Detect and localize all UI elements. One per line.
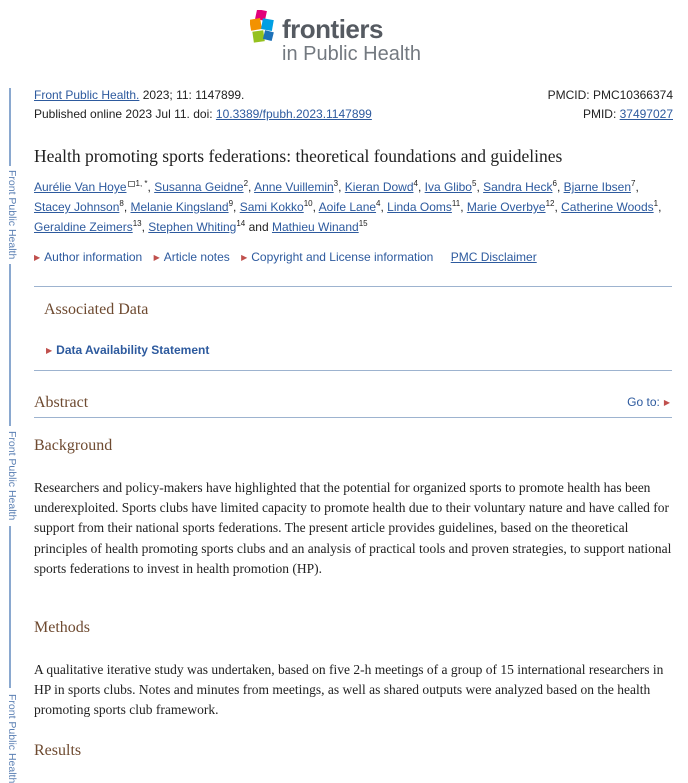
affiliation-number: 11 bbox=[451, 199, 461, 208]
author bbox=[148, 220, 245, 234]
affiliation-number: 8 bbox=[119, 199, 124, 208]
article-notes-label: Article notes bbox=[163, 250, 230, 264]
author bbox=[387, 200, 460, 214]
author bbox=[254, 180, 338, 194]
affiliation-number: 3 bbox=[333, 179, 339, 188]
author-name-link[interactable]: Aurélie Van Hoye bbox=[34, 180, 127, 194]
affiliation-number: 1 bbox=[653, 199, 659, 208]
affiliation-number: 7 bbox=[631, 179, 636, 188]
author bbox=[564, 180, 636, 194]
author-name-link[interactable]: Bjarne Ibsen bbox=[563, 180, 631, 194]
citation-line bbox=[34, 87, 673, 103]
rail-label: Front Public Health bbox=[6, 694, 18, 783]
author-name-link[interactable]: Mathieu Winand bbox=[271, 220, 359, 234]
affiliation-number: 13 bbox=[132, 219, 142, 228]
author-name-link[interactable]: Marie Overbye bbox=[466, 200, 546, 214]
abstract-heading: Abstract bbox=[34, 394, 89, 411]
author-name-link[interactable]: Sami Kokko bbox=[239, 200, 304, 214]
rail-label: Front Public Health bbox=[6, 431, 18, 521]
background-paragraph: Researchers and policy-makers have highlighted that the potential for organized sports to promote health has been underexploited. Sports clubs have limited capacity to promote health due to their voluntary nature and have called for support from their national sports federations. The present article provides guidelines, based on the theoretical principles of health promoting sports clubs and an analysis of practical tools and proven strategies, to support national sports federations to invest in health promotion (HP). bbox=[34, 480, 672, 576]
pmid bbox=[583, 106, 673, 122]
copyright-toggle[interactable] bbox=[241, 250, 433, 264]
author bbox=[240, 200, 313, 214]
rail-line bbox=[9, 264, 11, 426]
author bbox=[467, 200, 555, 214]
pmc-disclaimer-link[interactable]: PMC Disclaimer bbox=[450, 250, 537, 264]
doi-link[interactable]: 10.3389/fpubh.2023.1147899 bbox=[215, 107, 372, 121]
triangle-right-icon: ▶ bbox=[34, 253, 41, 262]
author bbox=[131, 200, 234, 214]
background-heading: Background bbox=[34, 437, 113, 454]
triangle-right-icon: ▶ bbox=[153, 253, 160, 262]
author bbox=[34, 200, 124, 214]
affiliation-number: 14 bbox=[236, 219, 246, 228]
author-information-label: Author information bbox=[44, 250, 143, 264]
rail-line bbox=[9, 88, 11, 166]
author bbox=[425, 180, 477, 194]
data-availability-toggle[interactable] bbox=[46, 343, 209, 357]
author bbox=[319, 200, 381, 214]
author bbox=[272, 220, 368, 234]
rail-line bbox=[9, 526, 11, 688]
author bbox=[561, 200, 658, 214]
divider bbox=[34, 417, 672, 418]
author-name-link[interactable]: Kieran Dowd bbox=[344, 180, 414, 194]
affiliation-number: 2 bbox=[243, 179, 249, 188]
author-name-link[interactable]: Stephen Whiting bbox=[148, 220, 237, 234]
author-name-link[interactable]: Catherine Woods bbox=[561, 200, 654, 214]
author-name-link[interactable]: Susanna Geidne bbox=[154, 180, 244, 194]
article-title: Health promoting sports federations: theoretical foundations and guidelines bbox=[34, 146, 563, 166]
author bbox=[34, 220, 142, 234]
article-info-links bbox=[34, 250, 545, 265]
author bbox=[483, 180, 557, 194]
affiliation-number: 12 bbox=[545, 199, 555, 208]
author-and-word: and bbox=[248, 220, 269, 234]
affiliation-number: 6 bbox=[552, 179, 557, 188]
author-name-link[interactable]: Sandra Heck bbox=[483, 180, 553, 194]
author bbox=[34, 180, 148, 194]
author-list: Aurélie Van Hoye $^{1, *}$, Susanna Geidne$^2$, Anne Vuillemin$^3$, Kieran Dowd$^4$, Iva Glibo$^5$, Sandra Heck$^6$, Bjarne Ibsen$^7$, Stacey Johnson$^8$, Melanie Kingsland$^9$, Sami Kokko$^{10}$, Aoife Lane$^4$, Linda Ooms$^{11}$, Marie Overbye$^{12}$, Catherine Woods$^1$, Geraldine Zeimers$^{13}$, Stephen Whiting$^{14}$ and Mathieu Winand$^{15}$ bbox=[34, 179, 662, 234]
triangle-right-icon: ▶ bbox=[46, 346, 53, 355]
citation-details: 2023; 11: 1147899. bbox=[139, 88, 245, 102]
article-notes-toggle[interactable] bbox=[154, 250, 230, 264]
divider bbox=[34, 370, 672, 371]
journal-rail bbox=[0, 88, 20, 783]
author-name-link[interactable]: Melanie Kingsland bbox=[130, 200, 229, 214]
data-availability-label: Data Availability Statement bbox=[56, 343, 210, 357]
methods-heading: Methods bbox=[34, 619, 90, 636]
affiliation-number: 4 bbox=[413, 179, 418, 188]
pmid-label: PMID: bbox=[582, 107, 620, 121]
affiliation-number: 5 bbox=[471, 179, 477, 188]
pmcid: PMCID: PMC10366374 bbox=[547, 88, 673, 102]
author-information-toggle[interactable] bbox=[34, 250, 142, 264]
results-heading: Results bbox=[34, 742, 82, 759]
triangle-right-icon: ▶ bbox=[663, 398, 670, 407]
methods-paragraph: A qualitative iterative study was undertaken, based on five 2-h meetings of a group of 15 international researchers in HP in sports clubs. Notes and minutes from meetings, as well as shared outputs were analyzed based on the health promoting sports club framework. bbox=[34, 662, 664, 718]
author bbox=[154, 180, 248, 194]
goto-label: Go to: bbox=[627, 395, 660, 409]
logo-text-journal: in Public Health bbox=[282, 43, 421, 65]
publication-line bbox=[34, 106, 673, 122]
email-icon[interactable] bbox=[128, 181, 135, 187]
journal-link[interactable]: Front Public Health. bbox=[34, 88, 140, 102]
journal-logo[interactable] bbox=[250, 8, 440, 65]
author-name-link[interactable]: Stacey Johnson bbox=[34, 200, 120, 214]
associated-data-heading: Associated Data bbox=[44, 301, 149, 318]
author-name-link[interactable]: Anne Vuillemin bbox=[254, 180, 334, 194]
author-name-link[interactable]: Linda Ooms bbox=[387, 200, 452, 214]
affiliation-number: 9 bbox=[228, 199, 234, 208]
affiliation-number: 1, * bbox=[135, 179, 148, 188]
affiliation-number: 10 bbox=[303, 199, 313, 208]
affiliation-number: 4 bbox=[376, 199, 381, 208]
pmid-link[interactable]: 37497027 bbox=[619, 107, 673, 121]
rail-label: Front Public Health bbox=[6, 170, 18, 260]
goto-menu[interactable] bbox=[627, 395, 670, 409]
frontiers-logo-icon bbox=[250, 10, 276, 44]
divider bbox=[34, 286, 672, 287]
author-name-link[interactable]: Iva Glibo bbox=[424, 180, 472, 194]
logo-text-frontiers: frontiers bbox=[282, 14, 383, 44]
affiliation-number: 15 bbox=[358, 219, 368, 228]
author-name-link[interactable]: Geraldine Zeimers bbox=[34, 220, 133, 234]
triangle-right-icon: ▶ bbox=[241, 253, 248, 262]
published-text: Published online 2023 Jul 11. doi: bbox=[34, 107, 216, 121]
author bbox=[345, 180, 418, 194]
copyright-label: Copyright and License information bbox=[251, 250, 434, 264]
author-name-link[interactable]: Aoife Lane bbox=[318, 200, 377, 214]
